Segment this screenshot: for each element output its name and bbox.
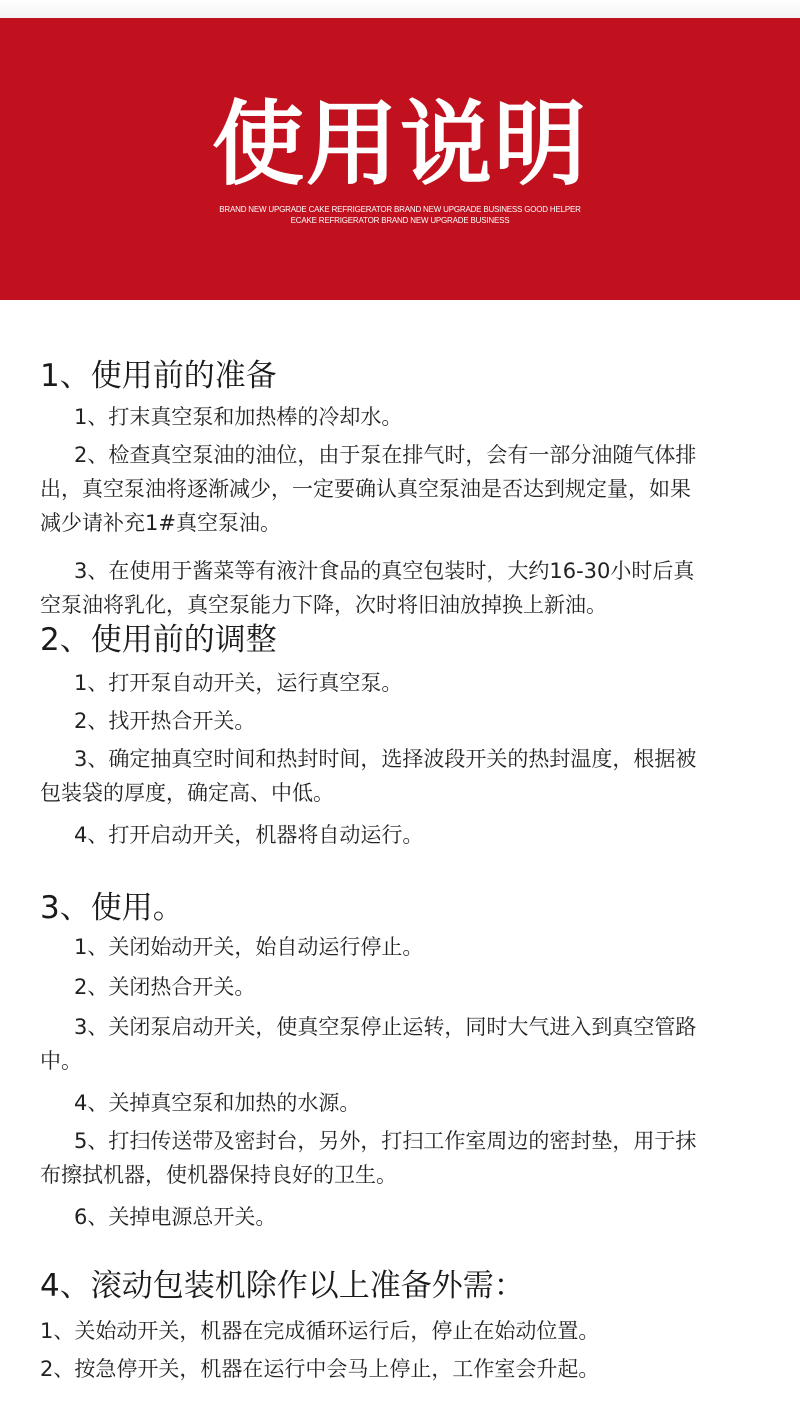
instructions-content: [0, 300, 800, 1405]
top-strip: [0, 0, 800, 18]
banner-subtitle-line-1: BRAND NEW UPGRADE CAKE REFRIGERATOR BRAND NEW UPGRADE BUSINESS GOOD HELPER: [219, 205, 581, 214]
paragraph-line: 3、在使用于酱菜等有液汁食品的真空包装时，大约16-30小时后真: [74, 559, 695, 583]
section-4-heading: 4、滚动包装机除作以上准备外需：: [40, 1268, 525, 1304]
paragraph-line: 1、打开泵自动开关，运行真空泵。: [74, 671, 403, 695]
section-1-item-3: [40, 554, 780, 622]
paragraph-line: 2、按急停开关，机器在运行中会马上停止，工作室会升起。: [40, 1357, 600, 1381]
section-1-item-2: [40, 438, 780, 540]
section-4-item-2: [40, 1352, 780, 1386]
section-1-heading: 1、使用前的准备: [40, 358, 277, 394]
paragraph-line: 4、关掉真空泵和加热的水源。: [74, 1091, 361, 1115]
paragraph-line: 3、确定抽真空时间和热封时间，选择波段开关的热封温度，根据被: [74, 747, 697, 771]
paragraph-line: 1、关闭始动开关，始自动运行停止。: [74, 935, 424, 959]
banner-subtitle: [0, 204, 800, 226]
section-4-item-1: [40, 1314, 780, 1348]
paragraph-line: 4、打开启动开关，机器将自动运行。: [74, 823, 424, 847]
paragraph-line: 减少请补充1#真空泵油。: [40, 511, 281, 535]
section-1-item-1: [40, 400, 800, 434]
section-2-heading: 2、使用前的调整: [40, 622, 277, 658]
section-3-item-3: [40, 1010, 780, 1078]
paragraph-line: 2、检查真空泵油的油位，由于泵在排气时，会有一部分油随气体排: [74, 443, 697, 467]
paragraph-line: 出，真空泵油将逐渐减少，一定要确认真空泵油是否达到规定量，如果: [40, 477, 691, 501]
section-3-item-6: [40, 1200, 800, 1234]
paragraph-line: 包装袋的厚度，确定高、中低。: [40, 781, 334, 805]
paragraph-line: 3、关闭泵启动开关，使真空泵停止运转，同时大气进入到真空管路: [74, 1015, 697, 1039]
paragraph-line: 6、关掉电源总开关。: [74, 1205, 277, 1229]
paragraph-line: 中。: [40, 1049, 82, 1073]
section-2-item-4: [40, 818, 800, 852]
section-3-item-4: [40, 1086, 800, 1120]
paragraph-line: 1、关始动开关，机器在完成循环运行后，停止在始动位置。: [40, 1319, 600, 1343]
paragraph-line: 2、关闭热合开关。: [74, 975, 256, 999]
paragraph-line: 1、打末真空泵和加热棒的冷却水。: [74, 405, 403, 429]
section-2-item-2: [40, 704, 800, 738]
page-title: 使用说明: [211, 91, 588, 198]
section-3-item-5: [40, 1124, 780, 1192]
paragraph-line: 2、找开热合开关。: [74, 709, 256, 733]
section-3-heading: 3、使用。: [40, 890, 184, 926]
section-2-item-3: [40, 742, 780, 810]
section-3-item-1: [40, 930, 800, 964]
paragraph-line: 空泵油将乳化，真空泵能力下降，次时将旧油放掉换上新油。: [40, 593, 607, 617]
section-2-item-1: [40, 666, 800, 700]
title-banner: [0, 18, 800, 300]
paragraph-line: 布擦拭机器，使机器保持良好的卫生。: [40, 1163, 397, 1187]
banner-subtitle-line-2: ECAKE REFRIGERATOR BRAND NEW UPGRADE BUSINESS: [290, 216, 510, 225]
paragraph-line: 5、打扫传送带及密封台，另外，打扫工作室周边的密封垫，用于抹: [74, 1129, 697, 1153]
section-3-item-2: [40, 970, 800, 1004]
